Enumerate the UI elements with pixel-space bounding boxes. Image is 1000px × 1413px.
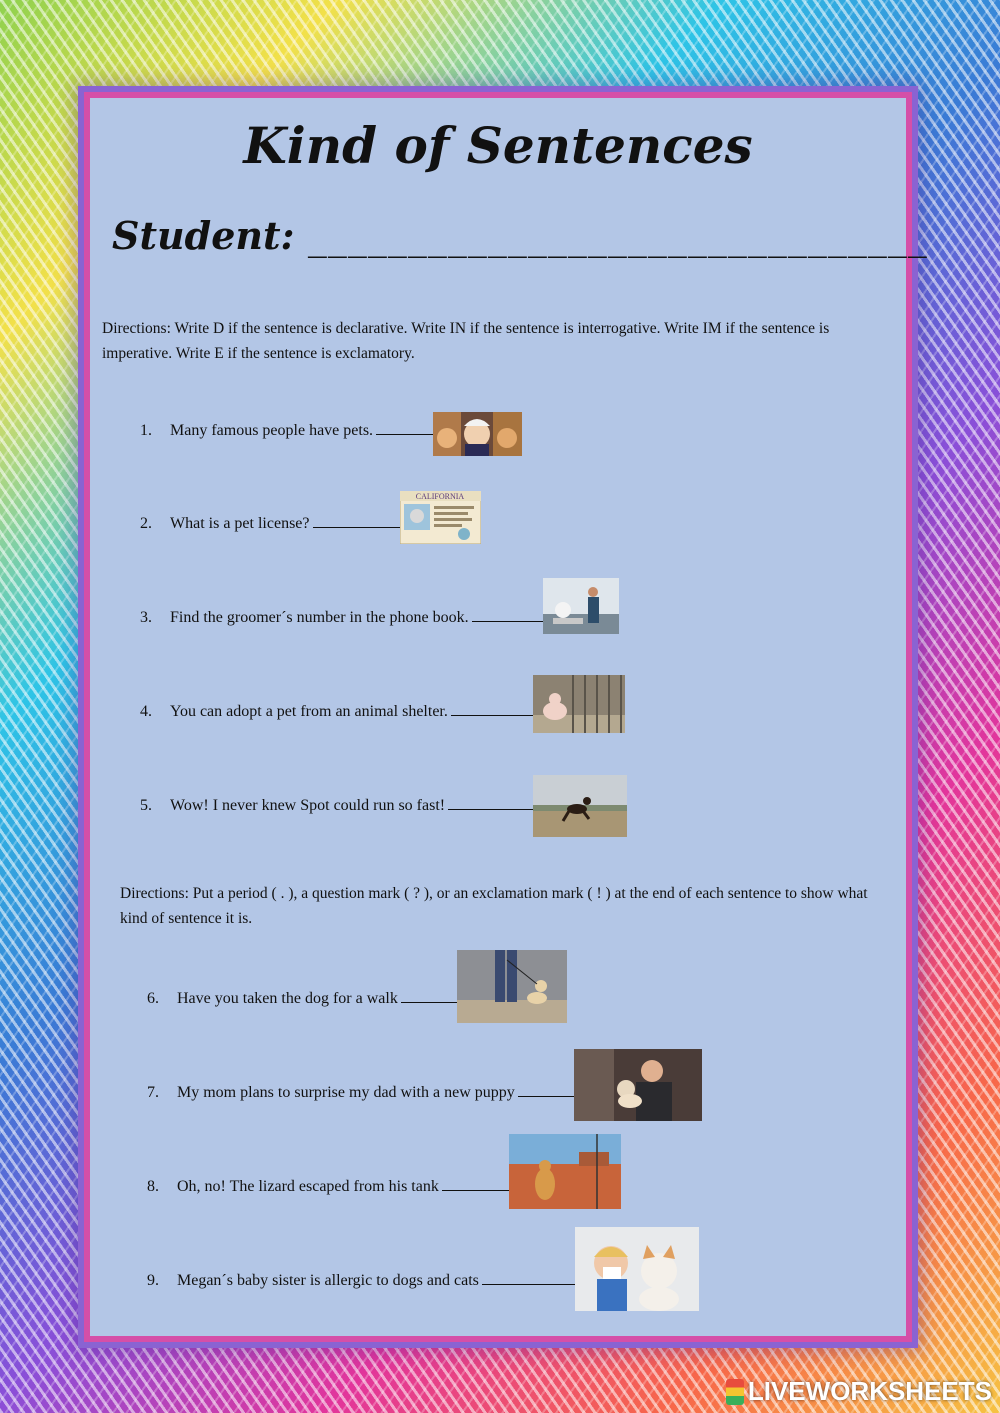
license-title: CALIFORNIA bbox=[415, 492, 465, 501]
page-title: Kind of Sentences bbox=[243, 116, 753, 175]
answer-blank[interactable] bbox=[313, 513, 401, 528]
allergy-cat-photo bbox=[575, 1227, 699, 1311]
item-number: 5. bbox=[140, 797, 152, 814]
item-number: 4. bbox=[140, 703, 152, 720]
directions-2: Directions: Put a period ( . ), a question mark ( ? ), or an exclamation mark ( ! ) at the end of each sentence to show what kind of sentence it is. bbox=[120, 885, 868, 927]
directions-1: Directions: Write D if the sentence is declarative. Write IN if the sentence is interrogative. Write IM if the sentence is imperative. Write E if the sentence is exclamatory. bbox=[102, 320, 830, 362]
item-text: My mom plans to surprise my dad with a new puppy bbox=[177, 1084, 515, 1101]
item-number: 6. bbox=[147, 990, 159, 1007]
list-item bbox=[147, 1176, 534, 1196]
item-number: 9. bbox=[147, 1272, 159, 1289]
liveworksheets-logo bbox=[726, 1376, 992, 1407]
logo-mark-icon bbox=[726, 1379, 744, 1405]
list-item bbox=[140, 607, 566, 627]
student-name-field[interactable] bbox=[112, 213, 928, 258]
list-item bbox=[147, 1270, 592, 1290]
item-number: 1. bbox=[140, 422, 152, 439]
item-text: What is a pet license? bbox=[170, 515, 310, 532]
item-text: Find the groomer´s number in the phone book. bbox=[170, 609, 469, 626]
pet-license-photo bbox=[400, 491, 481, 544]
item-number: 3. bbox=[140, 609, 152, 626]
animal-shelter-photo bbox=[533, 675, 625, 733]
dog-walk-photo bbox=[457, 950, 567, 1023]
dog-groomer-photo bbox=[543, 578, 619, 634]
list-item bbox=[147, 988, 471, 1008]
item-text: Many famous people have pets. bbox=[170, 422, 374, 439]
item-text: Megan´s baby sister is allergic to dogs and cats bbox=[177, 1272, 479, 1289]
item-text: Wow! I never knew Spot could run so fast! bbox=[170, 797, 446, 814]
lizard-photo bbox=[509, 1134, 621, 1209]
item-number: 2. bbox=[140, 515, 152, 532]
queen-with-corgis-photo bbox=[433, 412, 522, 456]
student-line: _______________________________ bbox=[307, 214, 928, 258]
item-number: 7. bbox=[147, 1084, 159, 1101]
item-text: Have you taken the dog for a walk bbox=[177, 990, 398, 1007]
list-item bbox=[140, 420, 444, 440]
list-item bbox=[140, 701, 559, 721]
student-label: Student: bbox=[112, 213, 295, 258]
list-item bbox=[140, 513, 401, 533]
puppy-surprise-photo bbox=[574, 1049, 702, 1121]
running-dog-photo bbox=[533, 775, 627, 837]
worksheet-page bbox=[90, 98, 928, 1336]
logo-text: LIVEWORKSHEETS bbox=[747, 1376, 992, 1406]
list-item bbox=[140, 795, 560, 815]
list-item bbox=[147, 1082, 608, 1102]
item-text: You can adopt a pet from an animal shelter. bbox=[170, 703, 448, 720]
item-number: 8. bbox=[147, 1178, 159, 1195]
item-text: Oh, no! The lizard escaped from his tank bbox=[177, 1178, 439, 1195]
